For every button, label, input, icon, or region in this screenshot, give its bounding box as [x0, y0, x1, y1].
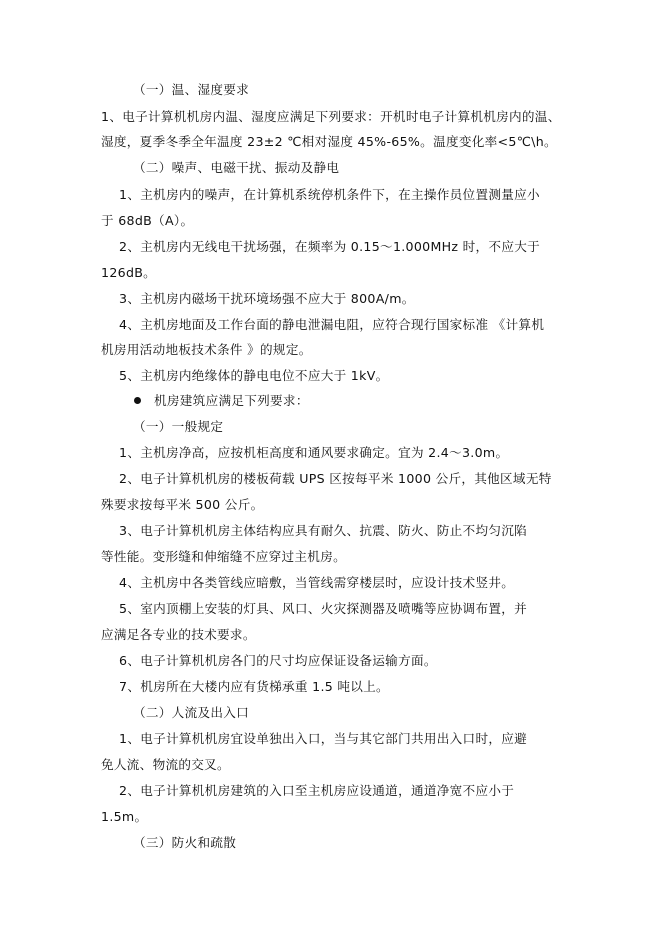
bullet-dot [134, 397, 141, 404]
paragraph-line: 6、电子计算机机房各门的尺寸均应保证设备运输方面。 [119, 653, 437, 668]
paragraph-line: 1、主机房净高，应按机柜高度和通风要求确定。宜为 2.4～3.0m。 [119, 445, 509, 460]
paragraph-line: 5、主机房内绝缘体的静电电位不应大于 1kV。 [119, 368, 389, 383]
section-heading-entrance: （二）人流及出入口 [133, 705, 250, 720]
paragraph-line: 1.5m。 [101, 809, 148, 824]
paragraph-line: 于 68dB（A）。 [101, 213, 194, 228]
paragraph-line: 殊要求按每平米 500 公斤。 [101, 497, 264, 512]
paragraph-line: 2、电子计算机机房建筑的入口至主机房应设通道，通道净宽不应小于 [119, 783, 515, 798]
paragraph-line: 2、主机房内无线电干扰场强，在频率为 0.15～1.000MHz 时，不应大于 [119, 239, 541, 254]
section-heading-general: （一）一般规定 [133, 419, 224, 434]
paragraph-line: 机房用活动地板技术条件 》的规定。 [101, 342, 312, 357]
paragraph-line: 应满足各专业的技术要求。 [101, 627, 256, 642]
paragraph-line: 3、电子计算机机房主体结构应具有耐久、抗震、防火、防止不均匀沉陷 [119, 523, 528, 538]
paragraph-line: 免人流、物流的交叉。 [101, 757, 230, 772]
section-heading-noise-emi: （二）噪声、电磁干扰、振动及静电 [133, 160, 340, 175]
paragraph-line: 4、主机房地面及工作台面的静电泄漏电阻，应符合现行国家标准 《计算机 [119, 317, 545, 332]
paragraph-line: 湿度，夏季冬季全年温度 23±2 ℃相对湿度 45%-65%。温度变化率<5℃\h。 [101, 134, 557, 149]
paragraph-line: 126dB。 [101, 265, 157, 280]
paragraph-line: 等性能。变形缝和伸缩缝不应穿过主机房。 [101, 549, 346, 564]
section-heading-temperature-humidity: （一）温、湿度要求 [133, 82, 250, 97]
paragraph-line: 1、电子计算机机房宜设单独出入口，当与其它部门共用出入口时，应避 [119, 731, 528, 746]
paragraph-line: 5、室内顶棚上安装的灯具、风口、火灾探测器及喷嘴等应协调布置，并 [119, 601, 528, 616]
bullet-item: 机房建筑应满足下列要求： [154, 393, 309, 408]
paragraph-line: 1、主机房内的噪声，在计算机系统停机条件下，在主操作员位置测量应小 [119, 187, 540, 202]
paragraph-line: 3、主机房内磁场干扰环境场强不应大于 800A/m。 [119, 291, 415, 306]
paragraph-line: 1、电子计算机机房内温、湿度应满足下列要求：开机时电子计算机机房内的温、 [101, 109, 561, 124]
paragraph-line: 4、主机房中各类管线应暗敷，当管线需穿楼层时，应设计技术竖井。 [119, 575, 515, 590]
paragraph-line: 7、机房所在大楼内应有货梯承重 1.5 吨以上。 [119, 679, 389, 694]
paragraph-line: 2、电子计算机机房的楼板荷载 UPS 区按每平米 1000 公斤，其他区域无特 [119, 471, 552, 486]
section-heading-fire-evacuation: （三）防火和疏散 [133, 835, 237, 850]
